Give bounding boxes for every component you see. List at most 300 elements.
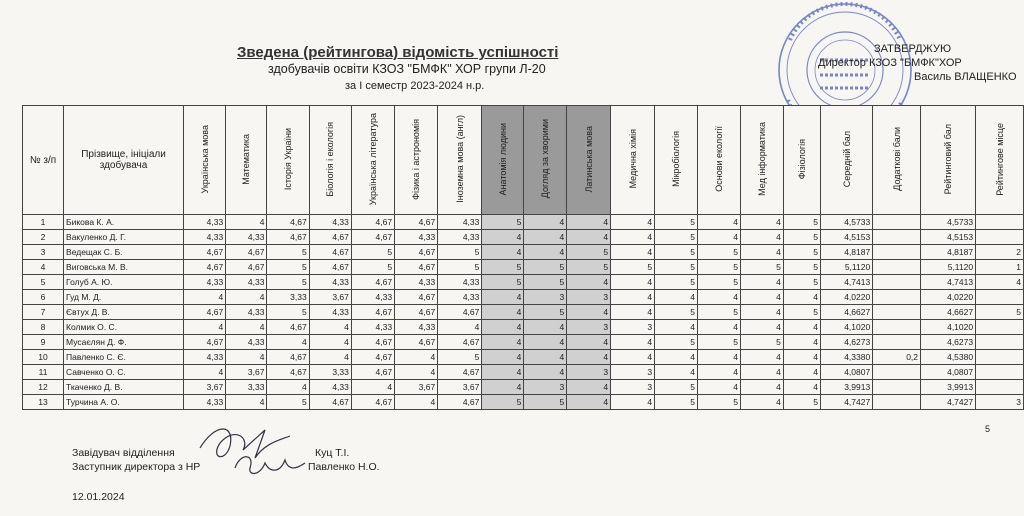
table-cell: 4,33 [438,275,482,290]
table-cell: 4,33 [309,275,351,290]
table-cell: 4 [226,320,267,335]
column-header-label: Догляд за хворими [540,119,551,199]
table-cell: 5 [697,275,740,290]
table-cell: 5 [567,260,611,275]
table-cell: Гуд М. Д. [64,290,184,305]
table-cell: 4 [226,350,267,365]
table-cell: 4,6273 [921,335,976,350]
table-cell: 5 [482,215,524,230]
table-cell: 4,33 [309,215,351,230]
table-cell: 4,1020 [821,320,873,335]
column-header-label: Анатомія людини [497,122,508,196]
head-name: Куц Т.І. [315,447,350,459]
table-cell: 4 [697,380,740,395]
table-cell: 4,67 [226,260,267,275]
column-header-label: Середній бал [841,130,852,188]
table-cell: 4 [740,380,783,395]
table-cell: 4,33 [226,335,267,350]
table-cell: 4 [226,215,267,230]
table-cell: 4,0807 [921,365,976,380]
table-cell: 4 [783,335,820,350]
column-header-label: Математика [241,133,252,185]
table-cell: 4,33 [226,230,267,245]
table-cell [976,335,1024,350]
table-cell: 4,1020 [921,320,976,335]
table-cell: 5 [697,395,740,410]
column-header [740,106,783,215]
table-cell: 4 [524,320,567,335]
table-cell: 4 [740,275,783,290]
column-header-label: Мед інформатика [756,122,767,196]
table-cell: 5 [740,260,783,275]
table-cell: 3,33 [267,290,309,305]
table-cell: 4,67 [395,305,438,320]
table-row [23,230,1024,245]
table-cell: 3 [23,245,64,260]
table-cell: 4 [740,320,783,335]
column-header: № з/п [23,106,64,215]
table-cell: 4,8187 [921,245,976,260]
table-cell: 0,2 [873,350,921,365]
table-cell: 5 [976,305,1024,320]
table-cell: 4,67 [395,245,438,260]
table-cell: 4 [740,215,783,230]
deputy-name: Павленко Н.О. [308,461,380,473]
column-header-label: Рейтингове місце [994,122,1005,196]
table-cell: 4,33 [184,395,226,410]
table-cell: 4,67 [395,260,438,275]
table-cell: 5 [267,395,309,410]
table-cell: 5 [524,275,567,290]
table-cell: 3 [976,395,1024,410]
column-header [184,106,226,215]
table-cell: 4,67 [267,365,309,380]
table-cell: 4 [524,365,567,380]
table-cell: 4 [482,365,524,380]
table-cell: 4 [482,305,524,320]
table-cell: 5 [655,230,698,245]
table-cell: 4 [611,230,655,245]
table-row [23,335,1024,350]
table-cell: 4 [740,395,783,410]
table-cell: 3,9913 [921,380,976,395]
table-cell: 3 [524,290,567,305]
table-cell: 5 [655,395,698,410]
column-header [395,106,438,215]
table-cell: 5 [267,245,309,260]
table-row [23,305,1024,320]
table-cell: 4,7427 [921,395,976,410]
table-row [23,380,1024,395]
page-number: 5 [985,424,991,434]
head-signature-line [72,447,350,459]
table-cell: 4,33 [351,290,394,305]
column-header [976,106,1024,215]
table-cell: 4 [226,290,267,305]
table-cell: 4 [395,350,438,365]
table-cell: 6 [23,290,64,305]
table-cell: 4 [395,365,438,380]
table-cell: 4 [611,275,655,290]
document-title: Зведена (рейтингова) відомість успішності [237,44,559,61]
table-cell: 5 [482,275,524,290]
table-cell: 4,33 [438,290,482,305]
table-cell: 5 [524,395,567,410]
table-cell: 3 [611,320,655,335]
table-cell: 4 [697,320,740,335]
column-header-label: Біологія і екологія [325,121,336,197]
table-cell: 4 [309,320,351,335]
table-cell: 4 [783,380,820,395]
table-cell: Ткаченко Д. В. [64,380,184,395]
table-cell: 4,67 [395,215,438,230]
table-row [23,320,1024,335]
column-header [351,106,394,215]
table-cell: 4,67 [351,365,394,380]
table-cell: 4,0220 [821,290,873,305]
table-cell: 4 [267,380,309,395]
table-cell [976,230,1024,245]
table-cell: 4 [567,230,611,245]
table-cell [976,290,1024,305]
table-cell: 5 [482,395,524,410]
table-cell: 5 [567,245,611,260]
column-header [873,106,921,215]
table-cell: 4 [482,230,524,245]
table-cell: 4 [482,245,524,260]
column-header [309,106,351,215]
table-cell: 1 [976,260,1024,275]
table-row [23,365,1024,380]
table-cell: 4,67 [184,335,226,350]
table-cell: 4 [567,350,611,365]
table-cell: 5 [655,245,698,260]
table-row [23,215,1024,230]
table-cell: 4,7413 [821,275,873,290]
table-cell: 4 [611,290,655,305]
table-cell: 4 [395,395,438,410]
table-cell: 4 [655,350,698,365]
table-cell: 4 [524,350,567,365]
table-header-row [23,106,1024,215]
document-date: 12.01.2024 [72,491,125,503]
table-cell: 9 [23,335,64,350]
table-cell: 3,9913 [821,380,873,395]
table-cell: 4 [611,350,655,365]
table-cell: 4,67 [226,245,267,260]
table-cell: 4 [482,320,524,335]
table-cell: 4,67 [309,230,351,245]
table-cell: 5 [482,260,524,275]
table-cell [873,230,921,245]
table-cell: 4,67 [351,305,394,320]
table-cell: 4,5153 [921,230,976,245]
column-header-label: Основи екології [713,126,724,192]
table-cell: 4 [697,365,740,380]
column-header [567,106,611,215]
column-header-label: Українська література [367,112,378,206]
table-cell: 5 [438,245,482,260]
table-cell: 5 [524,260,567,275]
table-cell: 4 [309,335,351,350]
table-cell: 7 [23,305,64,320]
table-cell: Вакуленко Д. Г. [64,230,184,245]
table-cell [873,275,921,290]
table-cell: 5 [783,260,820,275]
table-cell: Бикова К. А. [64,215,184,230]
table-cell: 4,7413 [921,275,976,290]
table-cell: 4,8187 [821,245,873,260]
table-cell: 4 [611,395,655,410]
table-cell: 4,33 [226,305,267,320]
table-cell: 5 [438,350,482,365]
table-cell: 4,7427 [821,395,873,410]
table-cell: 5,1120 [921,260,976,275]
table-cell: 4 [524,245,567,260]
table-cell: 3 [567,365,611,380]
table-cell: 10 [23,350,64,365]
table-cell: Савченко О. С. [64,365,184,380]
table-cell: Колмик О. С. [64,320,184,335]
column-header [267,106,309,215]
table-cell: 5 [655,380,698,395]
table-cell: 4 [611,335,655,350]
column-header-label: Історія України [283,127,294,191]
approval-position: Директор КЗОЗ "БМФК"ХОР [818,57,962,69]
table-cell: 4,67 [351,350,394,365]
table-cell: 4 [740,350,783,365]
table-cell: 4,33 [309,305,351,320]
table-cell: 4,67 [267,320,309,335]
table-cell: 4 [267,335,309,350]
table-cell: 4 [567,305,611,320]
table-cell: 5 [697,305,740,320]
table-cell [976,380,1024,395]
column-header [821,106,873,215]
table-cell: Голуб А. Ю. [64,275,184,290]
table-cell: 5 [655,275,698,290]
table-cell: 4 [783,365,820,380]
table-cell: 3 [567,320,611,335]
table-cell: 3 [524,380,567,395]
column-header-label: Мікробіологія [671,131,682,187]
table-cell: 4,67 [267,230,309,245]
table-cell: 4,33 [438,215,482,230]
table-cell: 5 [783,230,820,245]
table-cell: 5 [783,395,820,410]
table-cell: 4,67 [395,335,438,350]
table-cell: 4,67 [309,245,351,260]
table-cell: 4,67 [351,230,394,245]
table-cell: Ведещак С. Б. [64,245,184,260]
table-cell: 5 [524,305,567,320]
table-cell: 5 [697,260,740,275]
table-cell: 8 [23,320,64,335]
table-cell: 1 [23,215,64,230]
table-cell: 13 [23,395,64,410]
table-cell: 4,3380 [821,350,873,365]
column-header [611,106,655,215]
deputy-signature-line [72,461,380,473]
table-cell [873,260,921,275]
table-cell: 4,33 [351,320,394,335]
column-header-label: Українська мова [199,124,210,194]
table-cell: 4 [655,365,698,380]
table-cell: 3,67 [226,365,267,380]
table-cell: 5 [697,245,740,260]
semester-label: за І семестр 2023-2024 н.р. [345,80,485,92]
table-row [23,260,1024,275]
table-cell: Мусаєлян Д. Ф. [64,335,184,350]
table-cell: 4 [697,290,740,305]
table-cell: 4,33 [438,230,482,245]
table-cell: 4 [611,245,655,260]
table-cell: 5 [438,260,482,275]
table-cell: 5 [697,335,740,350]
table-cell: 3,67 [395,380,438,395]
table-cell: 4 [482,350,524,365]
table-cell: 4,67 [184,260,226,275]
column-header-label: Латинська мова [583,125,594,193]
table-cell: 4 [697,215,740,230]
table-cell: 4 [524,335,567,350]
table-cell: 4,5733 [921,215,976,230]
table-cell [873,245,921,260]
table-cell: 4 [697,230,740,245]
table-cell [873,365,921,380]
table-cell: 5 [267,260,309,275]
column-header [697,106,740,215]
table-cell: 4 [567,380,611,395]
approval-heading: ЗАТВЕРДЖУЮ [874,43,952,55]
table-cell: 5 [783,275,820,290]
table-cell: 4 [309,350,351,365]
table-cell: 4 [783,350,820,365]
column-header-label: Додаткові бали [891,127,902,191]
table-cell: 4,67 [267,350,309,365]
table-row [23,290,1024,305]
table-cell: 4 [482,380,524,395]
table-cell: 4,67 [438,365,482,380]
table-cell: 4,5380 [921,350,976,365]
table-cell: 4,6627 [821,305,873,320]
table-cell: 2 [23,230,64,245]
table-cell: 4 [567,335,611,350]
table-row [23,245,1024,260]
table-cell: 3,33 [226,380,267,395]
table-cell: 4 [184,290,226,305]
table-cell [873,320,921,335]
table-cell [873,335,921,350]
table-cell: 4,33 [184,275,226,290]
table-cell: Турчина А. О. [64,395,184,410]
table-cell: 4 [524,230,567,245]
column-header [921,106,976,215]
table-cell: 4,33 [184,215,226,230]
table-cell: 5 [655,260,698,275]
table-cell: 5 [351,260,394,275]
column-header [482,106,524,215]
table-cell: 4,67 [351,335,394,350]
table-cell [873,305,921,320]
table-cell: 3,67 [438,380,482,395]
column-header-label: Медична хімія [627,129,638,189]
column-header [524,106,567,215]
table-cell: 3,67 [184,380,226,395]
table-cell: 4 [226,395,267,410]
approval-block [818,42,1017,84]
table-cell: 4 [567,395,611,410]
table-cell: Павленко С. Є. [64,350,184,365]
table-cell: 4 [740,245,783,260]
table-cell: 5 [351,245,394,260]
deputy-signature [230,448,310,480]
table-cell: 5 [267,305,309,320]
table-cell: 5 [655,215,698,230]
table-cell: 4 [655,320,698,335]
table-cell: 3 [611,380,655,395]
table-cell: 4 [482,335,524,350]
grades-table [22,105,1024,410]
table-cell [873,395,921,410]
table-cell: 4,6627 [921,305,976,320]
table-cell: 4,67 [438,395,482,410]
table-cell: 4,67 [267,215,309,230]
table-cell: 5 [655,335,698,350]
table-cell: 4,33 [184,230,226,245]
head-title: Завідувач відділення [72,447,175,459]
table-cell: 4,33 [395,320,438,335]
table-cell: 4,0220 [921,290,976,305]
table-cell: 4,67 [351,395,394,410]
table-cell: 4 [783,320,820,335]
table-cell: 3 [611,365,655,380]
table-cell: 4 [783,290,820,305]
table-cell: 4,5153 [821,230,873,245]
table-cell: 5 [267,275,309,290]
column-header [783,106,820,215]
table-cell: 4,33 [309,380,351,395]
table-cell: 4,67 [395,290,438,305]
table-cell: 4 [438,320,482,335]
table-cell: 4,33 [226,275,267,290]
table-cell: 5 [611,260,655,275]
table-cell: 5 [23,275,64,290]
table-cell: 4,5733 [821,215,873,230]
table-cell: 4,67 [184,245,226,260]
table-cell: 4 [740,365,783,380]
table-cell: 3,67 [309,290,351,305]
table-cell: 5 [655,305,698,320]
column-header: Прізвище, ініціали здобувача [64,106,184,215]
table-cell [873,215,921,230]
table-cell: 4 [567,275,611,290]
table-cell: 4,67 [309,395,351,410]
table-cell: 4 [567,215,611,230]
table-cell: 4 [976,275,1024,290]
table-cell: 4,33 [184,350,226,365]
table-cell: 4,33 [395,230,438,245]
table-cell: 4,67 [309,260,351,275]
table-cell [976,365,1024,380]
table-cell: 4 [740,230,783,245]
table-cell: Євтух Д. В. [64,305,184,320]
table-cell: 3 [567,290,611,305]
table-cell: 4 [611,215,655,230]
table-cell: 4 [23,260,64,275]
table-cell: 5 [783,305,820,320]
table-cell: 5 [740,335,783,350]
